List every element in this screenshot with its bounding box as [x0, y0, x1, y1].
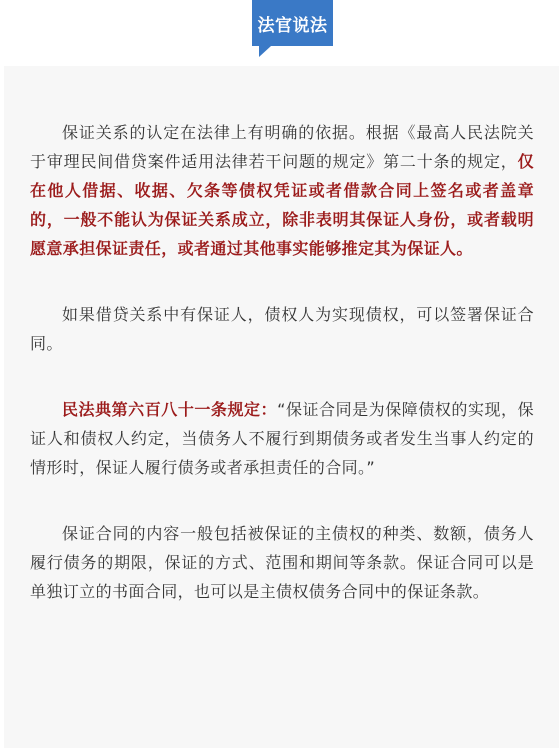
paragraph-3-quote: “保证合同是为保障债权的实现，保证人和债权人约定，当债务人不履行到期债务或者发生当事人约定的情形时，保证人履行债务或者承担责任的合同。”: [30, 400, 534, 477]
paragraph-3-emphasis: 民法典第六百八十一条规定：: [62, 400, 278, 419]
section-badge-label: 法官说法: [257, 15, 328, 36]
paragraph-4-text: 保证合同的内容一般包括被保证的主债权的种类、数额，债务人履行债务的期限，保证的方式、范围和期间等条款。保证合同可以是单独订立的书面合同，也可以是主债权债务合同中的保证条款。: [30, 524, 534, 601]
paragraph-2-text: 如果借贷关系中有保证人，债权人为实现债权，可以签署保证合同。: [30, 305, 534, 353]
paragraph-1-emphasis: 仅在他人借据、收据、欠条等债权凭证或者借款合同上签名或者盖章的，一般不能认为保证关系成立，除非表明其保证人身份，或者载明愿意承担保证责任，或者通过其他事实能够推定其为保证人。: [30, 152, 534, 258]
paragraph-1: [30, 118, 534, 263]
section-badge: [252, 0, 333, 46]
paragraph-4: [30, 519, 534, 606]
paragraph-3: [30, 395, 534, 482]
paragraph-2: [30, 300, 534, 358]
article-body: [30, 118, 534, 606]
paragraph-1-lead: 保证关系的认定在法律上有明确的依据。根据《最高人民法院关于审理民间借贷案件适用法律若干问题的规定》第二十条的规定，: [30, 123, 534, 171]
badge-pointer: [259, 46, 271, 57]
